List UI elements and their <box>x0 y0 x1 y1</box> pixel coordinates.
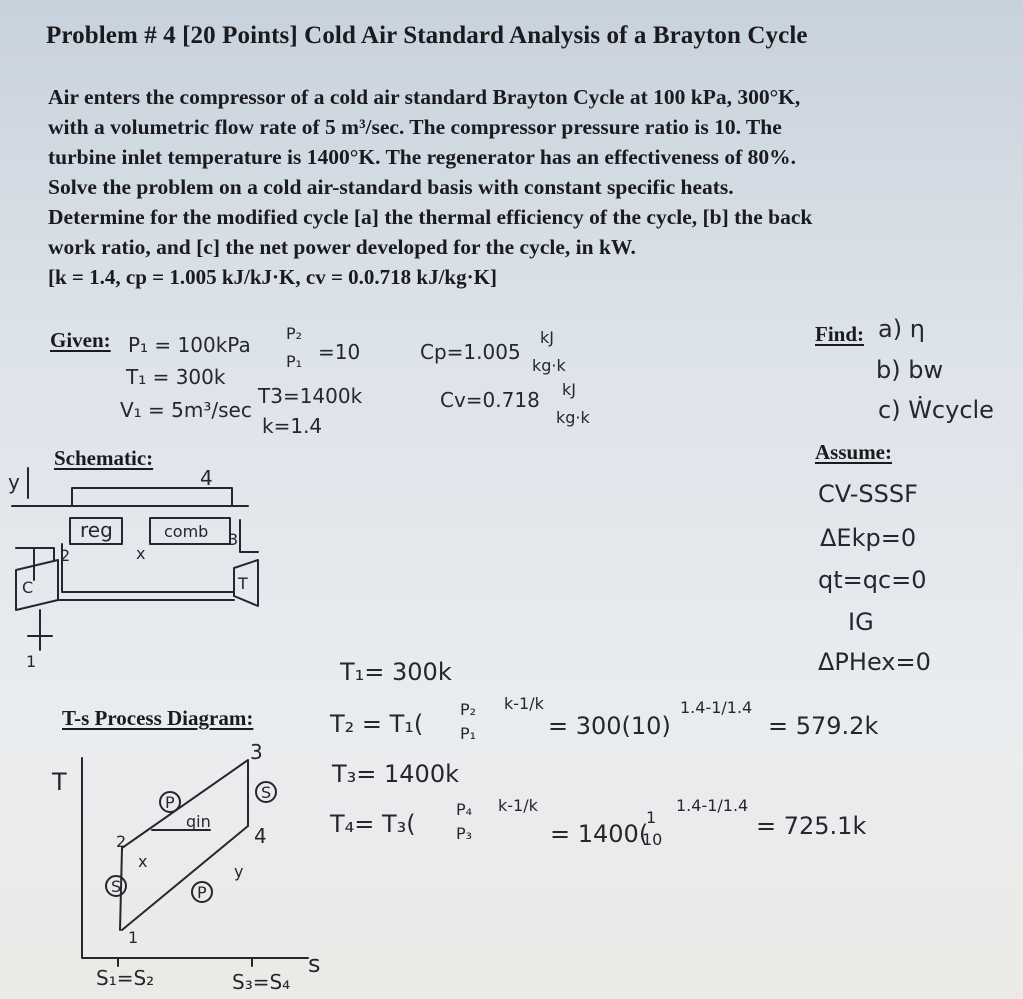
ts-isobar-high: P <box>165 793 175 812</box>
problem-line: turbine inlet temperature is 1400°K. The regenerator has an effectiveness of 80%. <box>48 145 797 169</box>
calc-t4-frac-num: P₄ <box>456 800 473 819</box>
given-label: Given: <box>50 328 111 352</box>
given-cv: Cv=0.718 <box>440 388 540 412</box>
given-constants: [k = 1.4, cp = 1.005 kJ/kJ·K, cv = 0.0.718 kJ/kg·K] <box>48 265 497 289</box>
given-ratio-den: P₁ <box>286 352 303 371</box>
problem-line: Solve the problem on a cold air-standard basis with constant specific heats. <box>48 175 734 199</box>
calc-t4-result: = 725.1k <box>756 812 867 840</box>
compressor-label: C <box>22 578 34 597</box>
given-ratio-num: P₂ <box>286 324 303 343</box>
ts-state-y: y <box>234 862 244 881</box>
given-cp-unit-den: kg·k <box>532 356 566 375</box>
given-t3: T3=1400k <box>258 384 363 408</box>
state-4-label: 4 <box>200 466 213 490</box>
state-2-label: 2 <box>60 546 71 565</box>
ts-s1-s2: S₁=S₂ <box>96 966 155 990</box>
ts-isobar-low: P <box>197 883 207 902</box>
given-v1: V₁ = 5m³/sec <box>120 398 252 422</box>
calc-t2-frac-num: P₂ <box>460 700 477 719</box>
given-ratio-value: =10 <box>318 340 361 364</box>
reg-label: reg <box>80 518 113 542</box>
calc-t4-exponent: k-1/k <box>498 796 538 815</box>
calc-t4-start: T₄= T₃( <box>330 810 416 838</box>
given-p1: P₁ = 100kPa <box>128 333 251 357</box>
comb-label: comb <box>164 522 209 541</box>
schematic-sketch <box>12 468 258 650</box>
given-t1: T₁ = 300k <box>126 365 226 389</box>
ts-isentrope-left: S <box>111 877 122 896</box>
given-cp: Cp=1.005 <box>420 340 521 364</box>
ts-s3-s4: S₃=S₄ <box>232 970 291 994</box>
calc-t2-result: = 579.2k <box>768 712 879 740</box>
calc-t4-frac2-num: 1 <box>646 808 657 827</box>
ts-isentrope-right: S <box>261 783 272 802</box>
calc-t4-frac-den: P₃ <box>456 824 473 843</box>
problem-line: Air enters the compressor of a cold air standard Brayton Cycle at 100 kPa, 300°K, <box>48 85 801 109</box>
calc-t4-sub: = 1400( <box>550 820 649 848</box>
assume-item: IG <box>848 608 874 636</box>
ts-state-4: 4 <box>254 824 267 848</box>
calc-t2-exponent: k-1/k <box>504 694 544 713</box>
calc-t2-sub: = 300(10) <box>548 712 671 740</box>
schematic-label: Schematic: <box>54 446 154 470</box>
ts-state-3: 3 <box>250 740 263 764</box>
state-y-label: y <box>8 470 20 494</box>
assume-item: qt=qc=0 <box>818 566 927 594</box>
ts-qin-label: qin <box>186 812 211 831</box>
state-x-label: x <box>136 544 146 563</box>
problem-title: Problem # 4 [20 Points] Cold Air Standard Analysis of a Brayton Cycle <box>46 22 808 49</box>
find-b: b) bw <box>876 356 944 384</box>
ts-diagram-sketch <box>82 758 308 966</box>
assume-item: ΔPHex=0 <box>818 648 931 676</box>
calc-t3: T₃= 1400k <box>332 760 459 788</box>
state-1-label: 1 <box>26 652 37 671</box>
given-cp-unit-num: kJ <box>540 328 554 347</box>
assume-item: CV-SSSF <box>818 480 918 508</box>
problem-line: work ratio, and [c] the net power developed for the cycle, in kW. <box>48 235 636 259</box>
assume-label: Assume: <box>815 440 892 464</box>
ts-state-2: 2 <box>116 832 127 851</box>
given-k: k=1.4 <box>262 414 323 438</box>
calc-t2-exponent2: 1.4-1/1.4 <box>680 698 753 717</box>
ts-diagram-label: T-s Process Diagram: <box>62 706 254 730</box>
calc-t2-start: T₂ = T₁( <box>330 710 424 738</box>
ts-state-1: 1 <box>128 928 139 947</box>
turbine-label: T <box>238 574 248 593</box>
ts-T-axis-label: T <box>52 768 67 796</box>
calc-t4-frac2-den: 10 <box>642 830 663 849</box>
ts-state-x: x <box>138 852 148 871</box>
calc-t1: T₁= 300k <box>340 658 452 686</box>
state-3-label: 3 <box>228 530 239 549</box>
find-label: Find: <box>815 322 865 346</box>
find-c: c) Ẇcycle <box>878 396 994 424</box>
calc-t2-frac-den: P₁ <box>460 724 477 743</box>
find-a: a) η <box>878 315 925 343</box>
ts-s-axis-label: s <box>308 950 321 978</box>
problem-line: Determine for the modified cycle [a] the thermal efficiency of the cycle, [b] the back <box>48 205 813 229</box>
assume-item: ΔEkp=0 <box>820 524 917 552</box>
problem-line: with a volumetric flow rate of 5 m³/sec. The compressor pressure ratio is 10. The <box>48 115 782 139</box>
calc-t4-exponent2: 1.4-1/1.4 <box>676 796 749 815</box>
given-cv-unit-num: kJ <box>562 380 576 399</box>
given-cv-unit-den: kg·k <box>556 408 590 427</box>
